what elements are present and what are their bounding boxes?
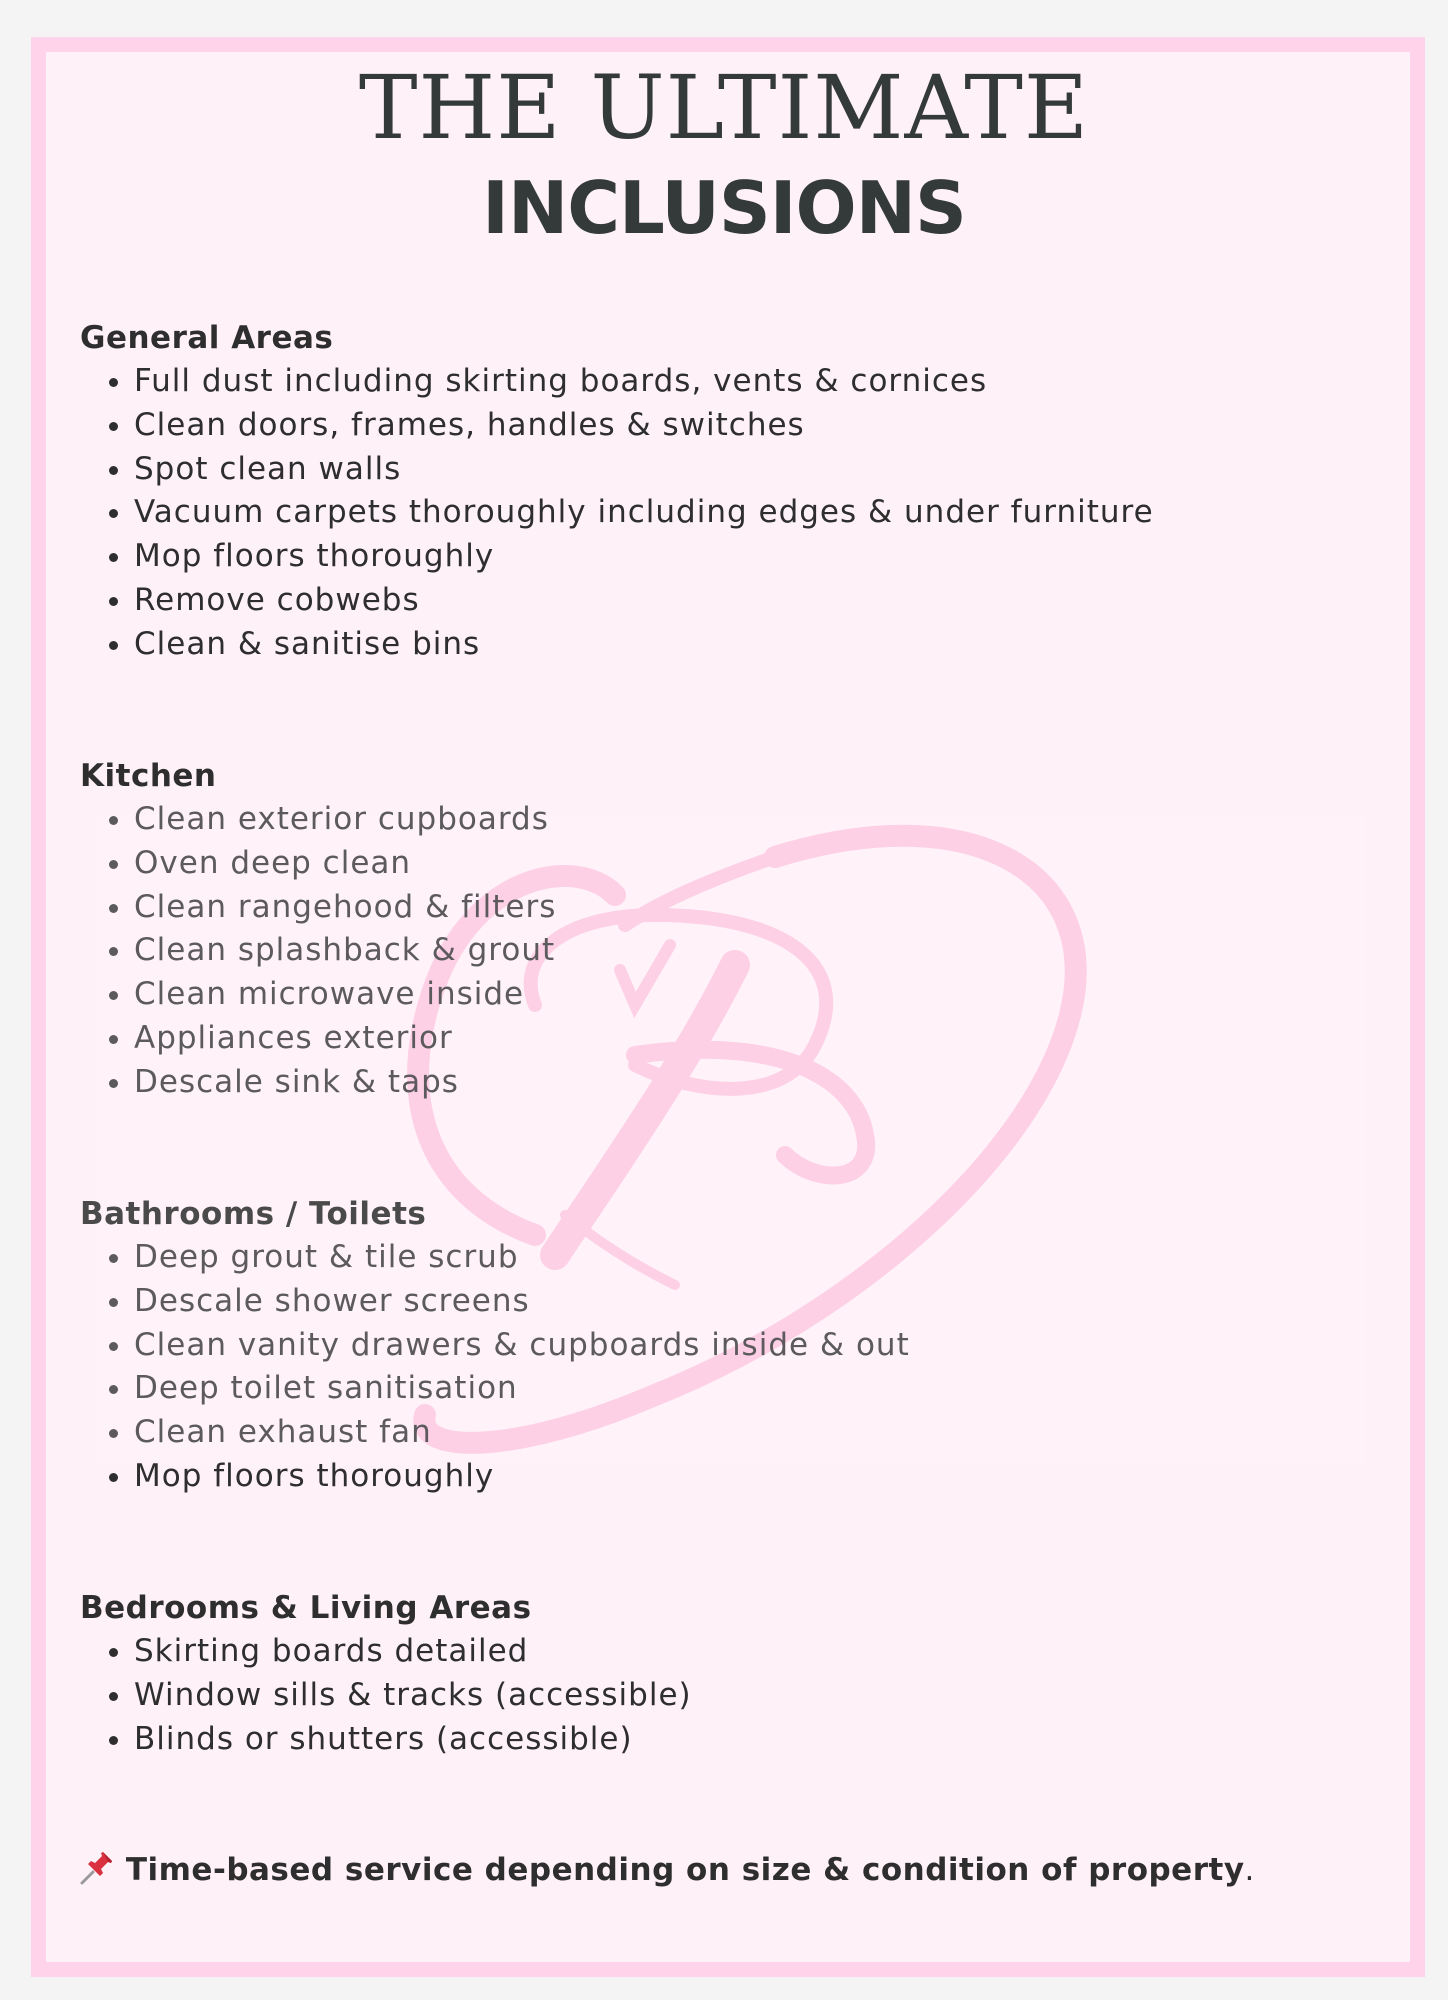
item-list: [80, 1630, 692, 1761]
footer-end: .: [1244, 1852, 1255, 1888]
list-item: • Clean microwave inside: [134, 973, 556, 1017]
list-item: • Mop floors thoroughly: [134, 535, 1154, 579]
list-item: • Descale shower screens: [134, 1280, 910, 1324]
list-item: • Clean doors, frames, handles & switches: [134, 404, 1154, 448]
list-item: • Descale sink & taps: [134, 1061, 556, 1105]
list-item: • Oven deep clean: [134, 842, 556, 886]
title-line-1: THE ULTIMATE: [358, 56, 1090, 159]
item-list: [80, 798, 556, 1105]
list-item: • Deep grout & tile scrub: [134, 1236, 910, 1280]
list-item: • Clean exhaust fan: [134, 1411, 910, 1455]
list-item: • Clean vanity drawers & cupboards inside & out: [134, 1324, 910, 1368]
section-heading: General Areas: [80, 320, 334, 356]
list-item: • Clean & sanitise bins: [134, 623, 1154, 667]
section-heading: Bathrooms / Toilets: [80, 1196, 427, 1232]
list-item: • Vacuum carpets thoroughly including edges & under furniture: [134, 491, 1154, 535]
section-heading: Bedrooms & Living Areas: [80, 1590, 532, 1626]
list-item: • Window sills & tracks (accessible): [134, 1674, 692, 1718]
footer-text: Time-based service depending on size & condition of property: [125, 1852, 1245, 1888]
list-item: • Deep toilet sanitisation: [134, 1367, 910, 1411]
section-general-areas: [80, 316, 1154, 667]
section-bathrooms-toilets: [80, 1192, 910, 1499]
list-item: • Appliances exterior: [134, 1017, 556, 1061]
list-item: • Remove cobwebs: [134, 579, 1154, 623]
list-item: • Full dust including skirting boards, vents & cornices: [134, 360, 1154, 404]
pushpin-icon: [78, 1850, 116, 1886]
list-item: • Spot clean walls: [134, 448, 1154, 492]
section-bedrooms-living: [80, 1586, 692, 1761]
section-heading: Kitchen: [80, 758, 217, 794]
title-line-2: INCLUSIONS: [482, 166, 966, 250]
list-item: • Skirting boards detailed: [134, 1630, 692, 1674]
list-item: • Mop floors thoroughly: [134, 1455, 910, 1499]
list-item: • Clean exterior cupboards: [134, 798, 556, 842]
list-item: • Clean rangehood & filters: [134, 886, 556, 930]
footer-note: [78, 1848, 1254, 1892]
list-item: • Blinds or shutters (accessible): [134, 1718, 692, 1762]
item-list: [80, 1236, 910, 1499]
section-kitchen: [80, 754, 556, 1105]
item-list: [80, 360, 1154, 667]
list-item: • Clean splashback & grout: [134, 929, 556, 973]
